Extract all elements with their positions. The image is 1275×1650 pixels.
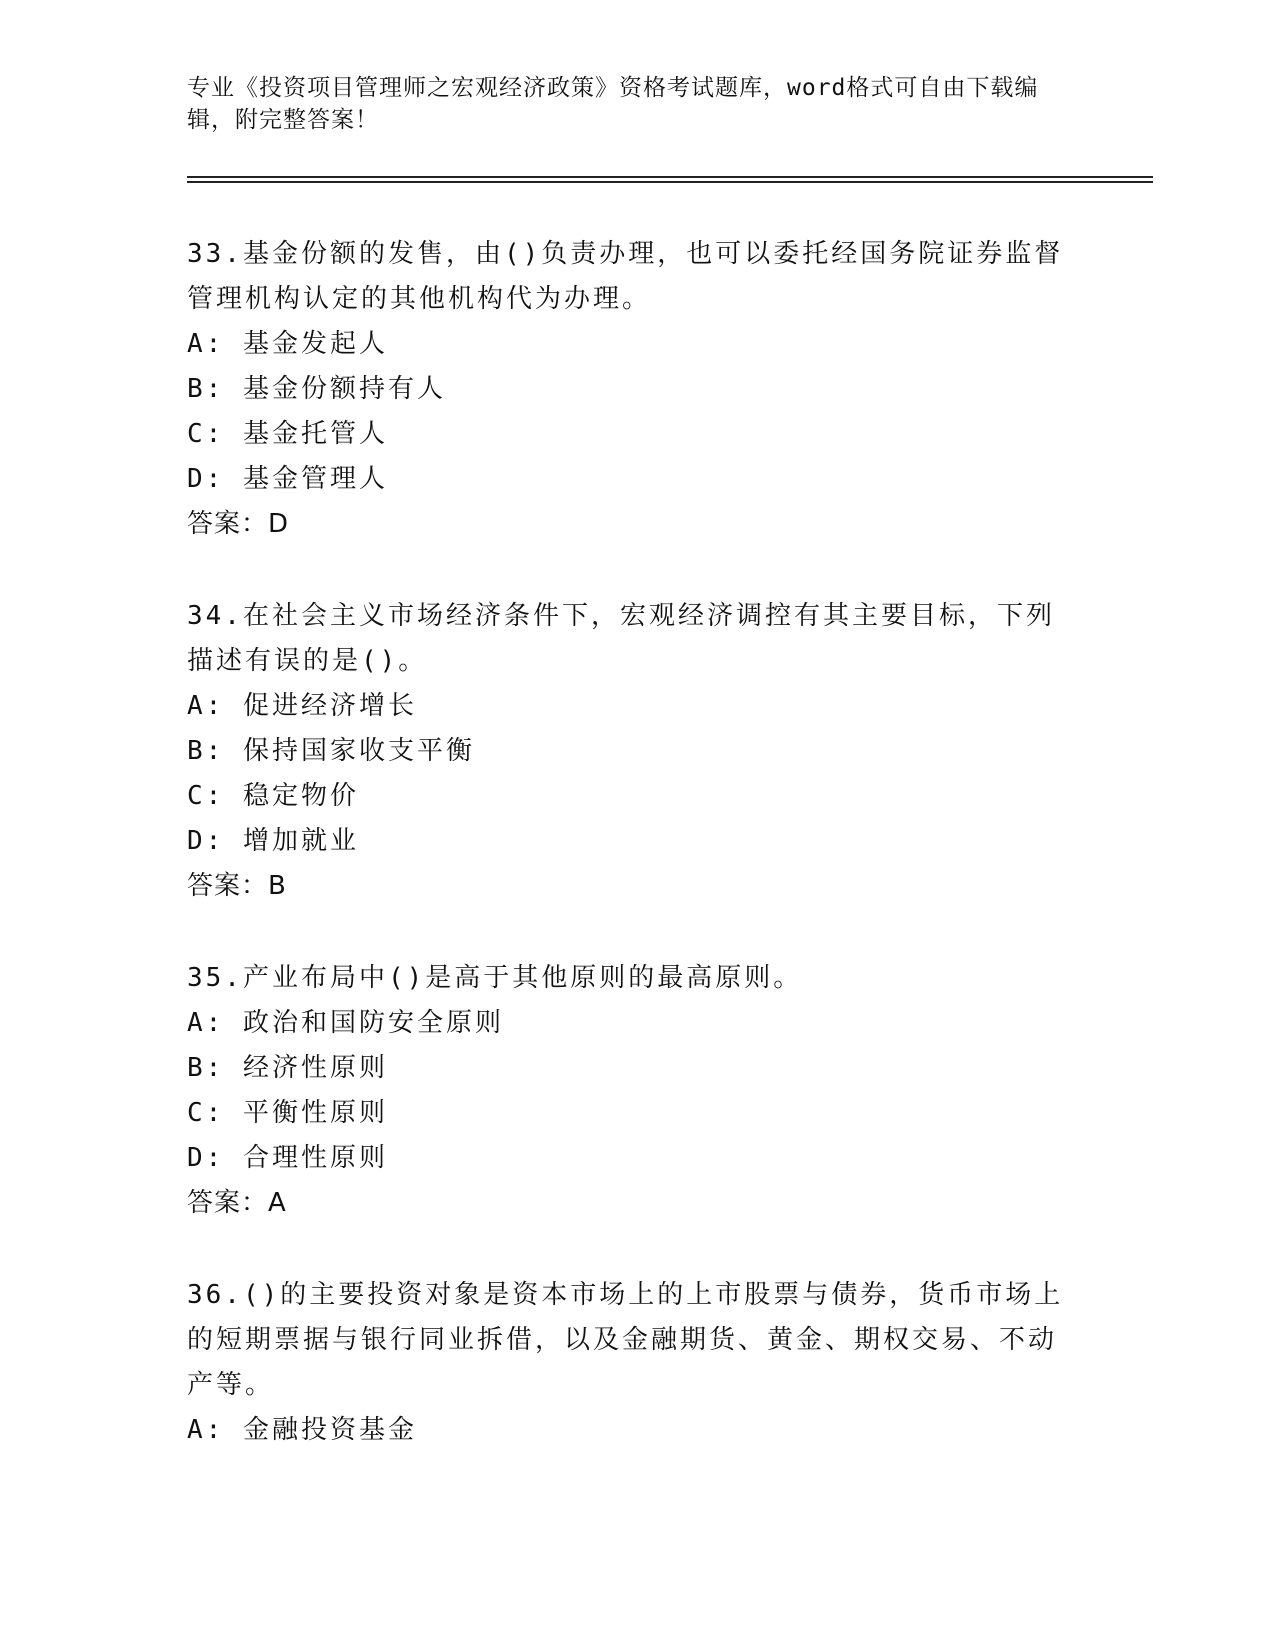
question-stem: 35.产业布局中()是高于其他原则的最高原则。 — [187, 963, 803, 993]
option-b: B: 基金份额持有人 — [187, 374, 446, 404]
option-a: A: 促进经济增长 — [187, 691, 417, 721]
option-d: D: 增加就业 — [187, 826, 359, 856]
question-33 — [187, 232, 1067, 547]
question-36 — [187, 1273, 1067, 1453]
answer: 答案：B — [187, 871, 287, 901]
question-stem: 34.在社会主义市场经济条件下，宏观经济调控有其主要目标，下列描述有误的是()。 — [187, 601, 1055, 676]
option-d: D: 合理性原则 — [187, 1143, 388, 1173]
option-d: D: 基金管理人 — [187, 464, 388, 494]
header-divider-top — [187, 176, 1153, 178]
option-b: B: 保持国家收支平衡 — [187, 736, 475, 766]
option-c: C: 基金托管人 — [187, 419, 388, 449]
question-34 — [187, 594, 1067, 909]
option-a: A: 金融投资基金 — [187, 1415, 417, 1445]
answer: 答案：A — [187, 1188, 287, 1218]
answer: 答案：D — [187, 509, 290, 539]
option-b: B: 经济性原则 — [187, 1053, 388, 1083]
document-header: 专业《投资项目管理师之宏观经济政策》资格考试题库，word格式可自由下载编辑，附完整答案！ — [187, 75, 1039, 133]
option-a: A: 基金发起人 — [187, 329, 388, 359]
question-35 — [187, 956, 1067, 1226]
question-stem: 33.基金份额的发售，由()负责办理，也可以委托经国务院证券监督管理机构认定的其他机构代为办理。 — [187, 239, 1064, 314]
option-c: C: 平衡性原则 — [187, 1098, 388, 1128]
option-a: A: 政治和国防安全原则 — [187, 1008, 504, 1038]
question-stem: 36.()的主要投资对象是资本市场上的上市股票与债券，货币市场上的短期票据与银行同业拆借，以及金融期货、黄金、期权交易、不动产等。 — [187, 1280, 1064, 1400]
header-divider-bottom — [187, 181, 1153, 183]
option-c: C: 稳定物价 — [187, 781, 359, 811]
